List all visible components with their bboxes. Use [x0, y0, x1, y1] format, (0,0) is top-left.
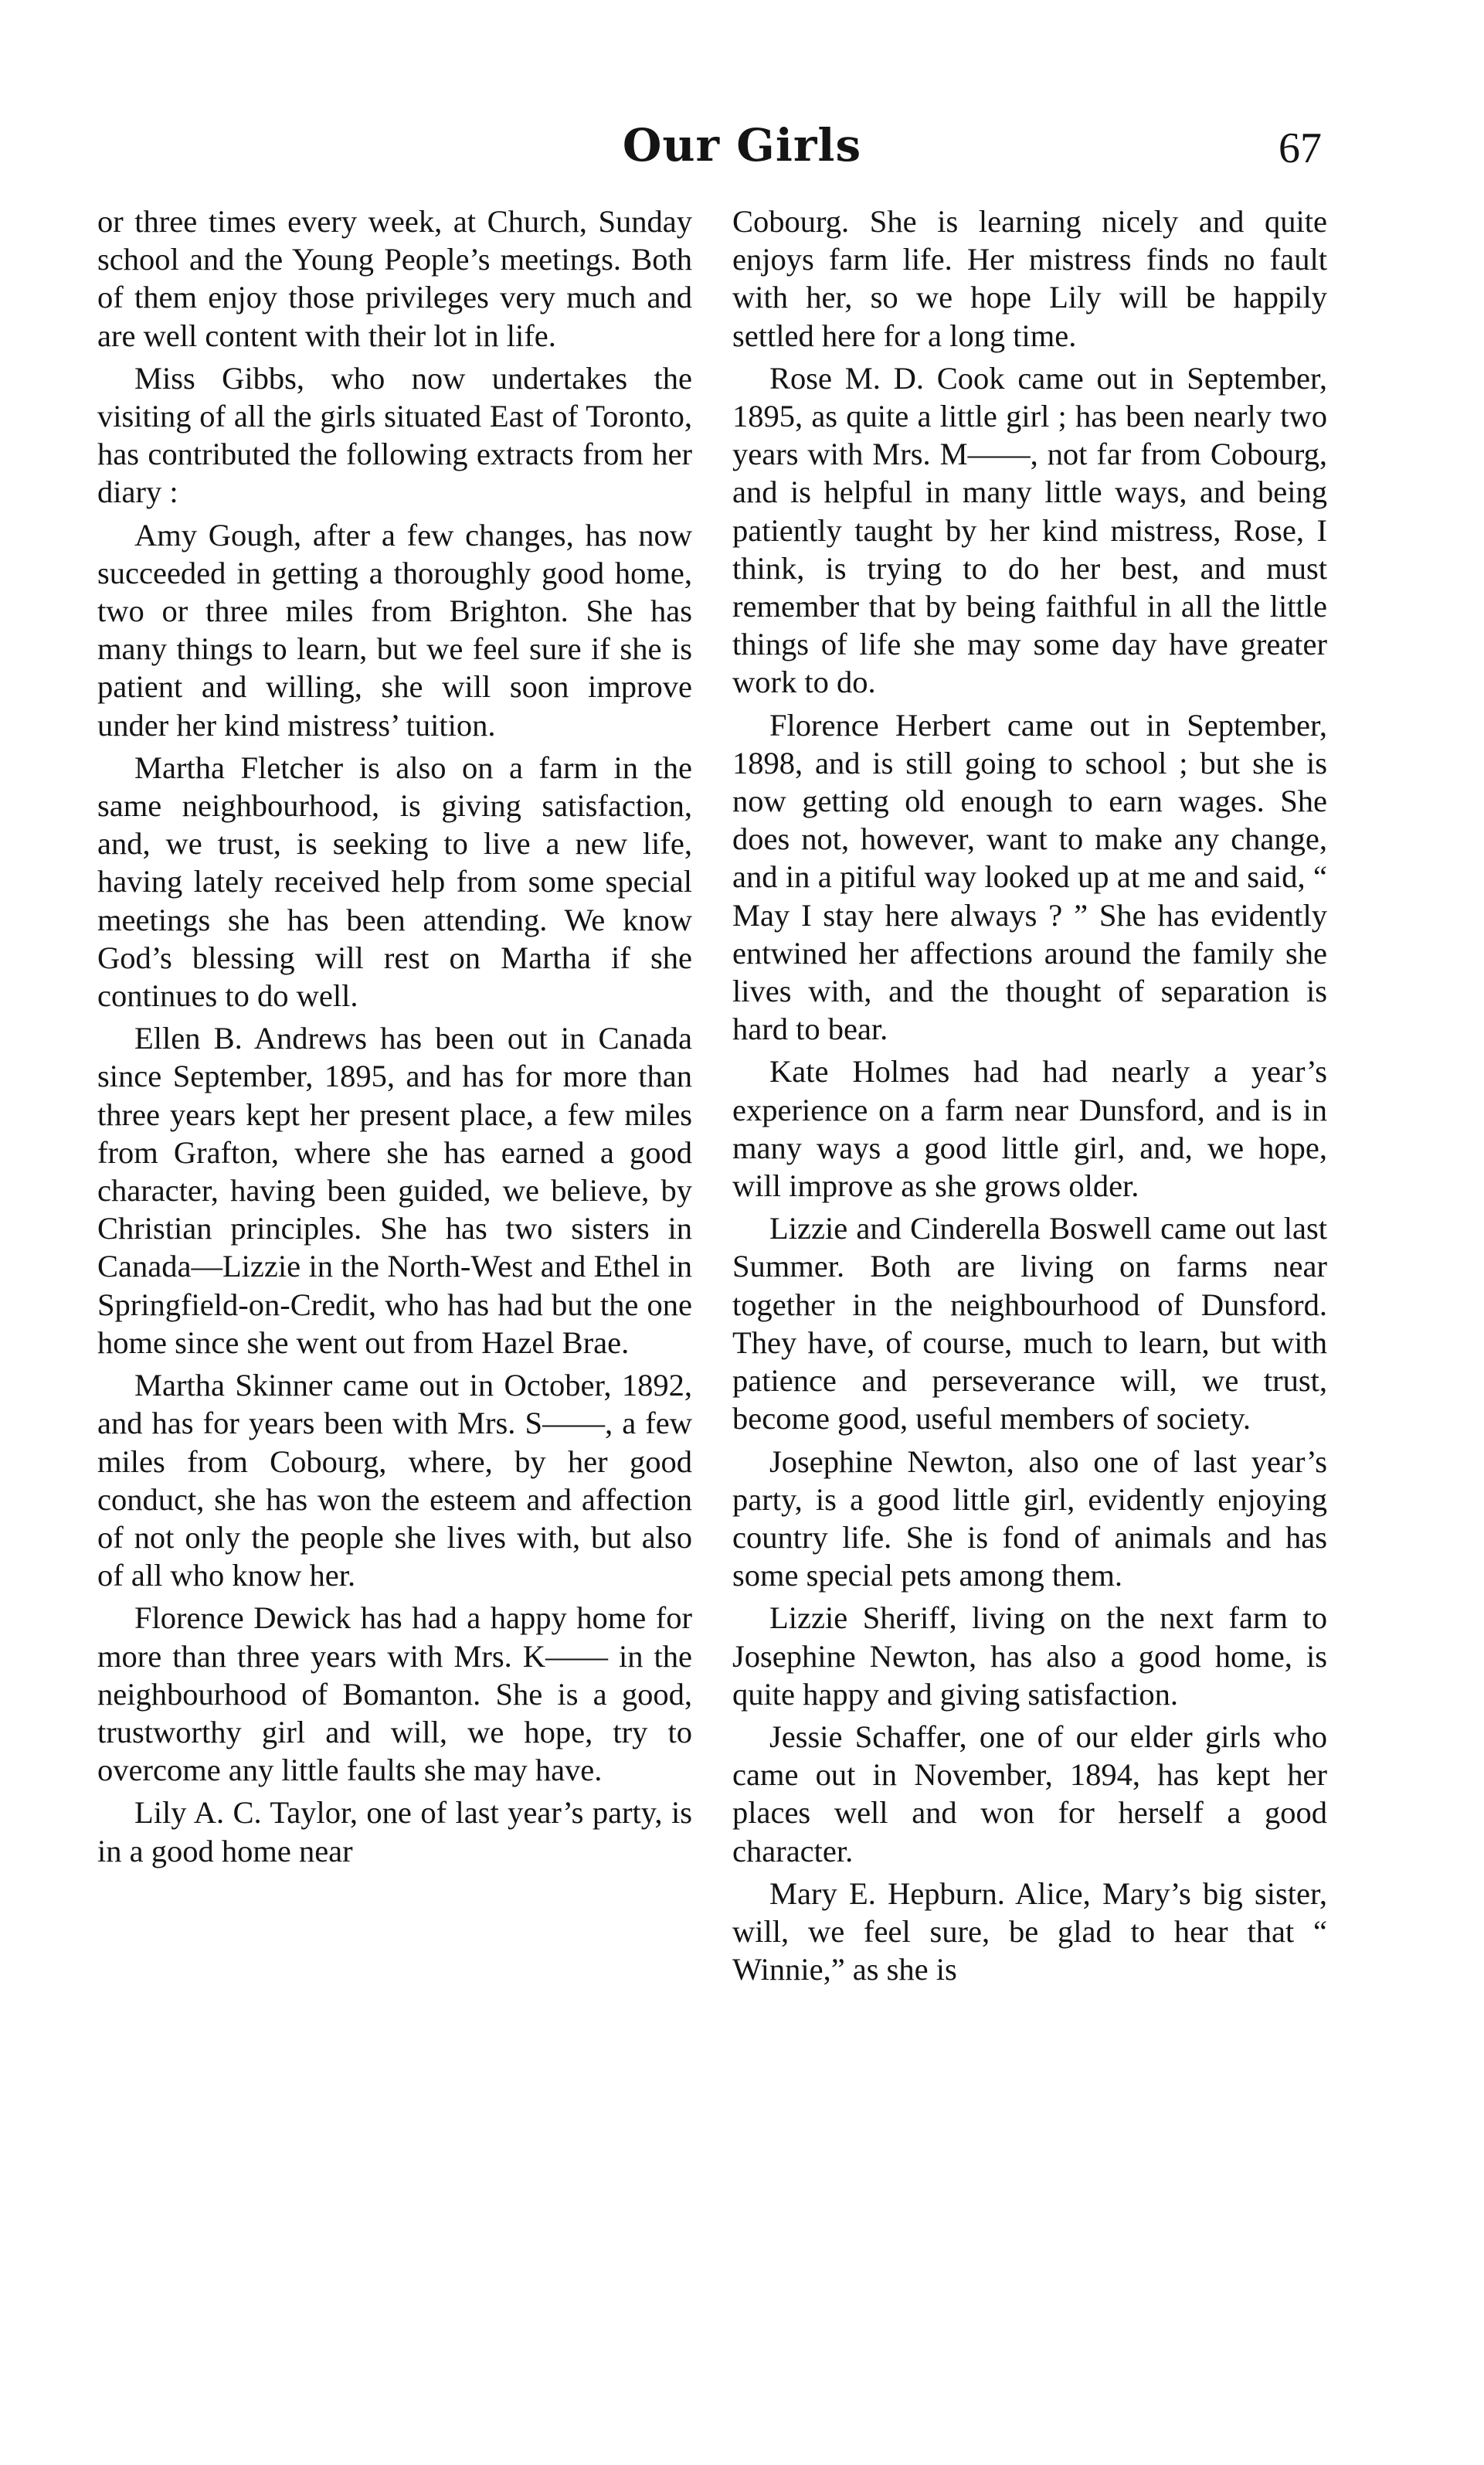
paragraph: Ellen B. Andrews has been out in Canada since September, 1895, and has for more than three years kept her present place, a few miles from Grafton, where she has earned a good character, having been guided, we believe, by Christian principles. She has two sisters in Canada—Lizzie in the North-West and Ethel in Springfield-on-Credit, who has had but the one home since she went out from Hazel Brae.: [97, 1021, 692, 1360]
paragraph: Lily A. C. Taylor, one of last year’s party, is in a good home near: [97, 1795, 692, 1868]
paragraph: Miss Gibbs, who now undertakes the visiting of all the girls situated East of Toronto, has contributed the following extracts from her diary :: [97, 360, 692, 510]
paragraph: Martha Fletcher is also on a farm in the same neighbourhood, is giving satisfaction, and, we trust, is seeking to live a new life, having lately received help from some special meetings she has been attending. We know God’s blessing will rest on Martha if she continues to do well.: [97, 750, 692, 1014]
running-title: Our Girls: [622, 119, 862, 172]
right-column: [732, 202, 1327, 1993]
paragraph: Rose M. D. Cook came out in September, 1895, as quite a little girl ; has been nearly two years with Mrs. M——, not far from Cobourg, and is helpful in many little ways, and being patiently taught by her kind mistress, Rose, I think, is trying to do her best, and must remember that by being faithful in all the little things of life she may some day have greater work to do.: [732, 360, 1327, 700]
paragraph: or three times every week, at Church, Sunday school and the Young People’s meetings. Both of them enjoy those privileges very much and are well content with their lot in life.: [97, 204, 692, 353]
paragraph: Lizzie and Cinderella Boswell came out last Summer. Both are living on farms near together in the neighbourhood of Dunsford. They have, of course, much to learn, but with patience and perseverance will, we trust, become good, useful members of society.: [732, 1211, 1327, 1436]
paragraph: Josephine Newton, also one of last year’s party, is a good little girl, evidently enjoying country life. She is fond of animals and has some special pets among them.: [732, 1443, 1327, 1593]
paragraph: Cobourg. She is learning nicely and quite enjoys farm life. Her mistress finds no fault with her, so we hope Lily will be happily settled here for a long time.: [732, 204, 1327, 353]
paragraph: Lizzie Sheriff, living on the next farm to Josephine Newton, has also a good home, is quite happy and giving satisfaction.: [732, 1600, 1327, 1712]
page-header: [0, 116, 1484, 178]
paragraph: Mary E. Hepburn. Alice, Mary’s big sister, will, we feel sure, be glad to hear that “ Winnie,” as she is: [732, 1875, 1327, 1987]
paragraph: Kate Holmes had had nearly a year’s experience on a farm near Dunsford, and is in many ways a good little girl, and, we hope, will improve as she grows older.: [732, 1054, 1327, 1204]
page-number: 67: [1279, 124, 1322, 172]
paragraph: Martha Skinner came out in October, 1892, and has for years been with Mrs. S——, a few miles from Cobourg, where, by her good conduct, she has won the esteem and affection of not only the people she lives with, but also of all who know her.: [97, 1368, 692, 1593]
paragraph: Florence Dewick has had a happy home for more than three years with Mrs. K—— in the neighbourhood of Bomanton. She is a good, trustworthy girl and will, we hope, try to overcome any little faults she may have.: [97, 1600, 692, 1788]
paragraph: Florence Herbert came out in September, 1898, and is still going to school ; but she is now getting old enough to earn wages. She does not, however, want to make any change, and in a pitiful way looked up at me and said, “ May I stay here always ? ” She has evidently entwined her affections around the family she lives with, and the thought of separation is hard to bear.: [732, 707, 1327, 1047]
left-column: [97, 202, 692, 1875]
paragraph: Jessie Schaffer, one of our elder girls who came out in November, 1894, has kept her places well and won for herself a good character.: [732, 1719, 1327, 1868]
paragraph: Amy Gough, after a few changes, has now succeeded in getting a thoroughly good home, two or three miles from Brighton. She has many things to learn, but we feel sure if she is patient and willing, she will soon improve under her kind mistress’ tuition.: [97, 517, 692, 743]
